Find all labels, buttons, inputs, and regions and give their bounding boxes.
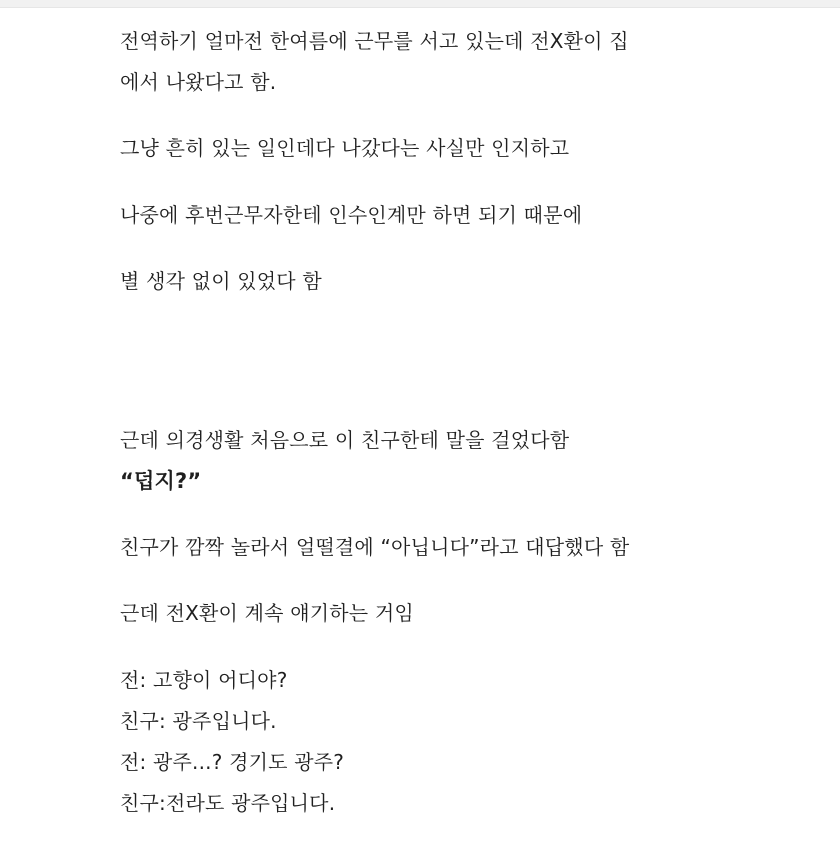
text-line: 나중에 후번근무자한테 인수인계만 하면 되기 때문에 bbox=[120, 203, 583, 227]
text-line: 근데 의경생활 처음으로 이 친구한테 말을 걸었다함 bbox=[120, 428, 570, 452]
dialogue-line: 전: 광주...? 경기도 광주? bbox=[120, 750, 345, 774]
dialogue-line: 친구: 광주입니다. bbox=[120, 709, 277, 733]
dialogue-line: 전: 고향이 어디야? bbox=[120, 668, 288, 692]
dialogue-line: 친구:전라도 광주입니다. bbox=[120, 791, 336, 815]
text-line: 그냥 흔히 있는 일인데다 나갔다는 사실만 인지하고 bbox=[120, 136, 570, 160]
text-line: 별 생각 없이 있었다 함 bbox=[120, 269, 322, 293]
quote-line: “덥지?” bbox=[120, 469, 202, 493]
text-line: 에서 나왔다고 함. bbox=[120, 70, 277, 94]
text-line: 전역하기 얼마전 한여름에 근무를 서고 있는데 전X환이 집 bbox=[120, 29, 629, 53]
top-divider bbox=[0, 0, 840, 8]
text-line: 근데 전X환이 계속 얘기하는 거임 bbox=[120, 601, 414, 625]
text-line: 친구가 깜짝 놀라서 얼떨결에 “아닙니다”라고 대답했다 함 bbox=[120, 535, 630, 559]
